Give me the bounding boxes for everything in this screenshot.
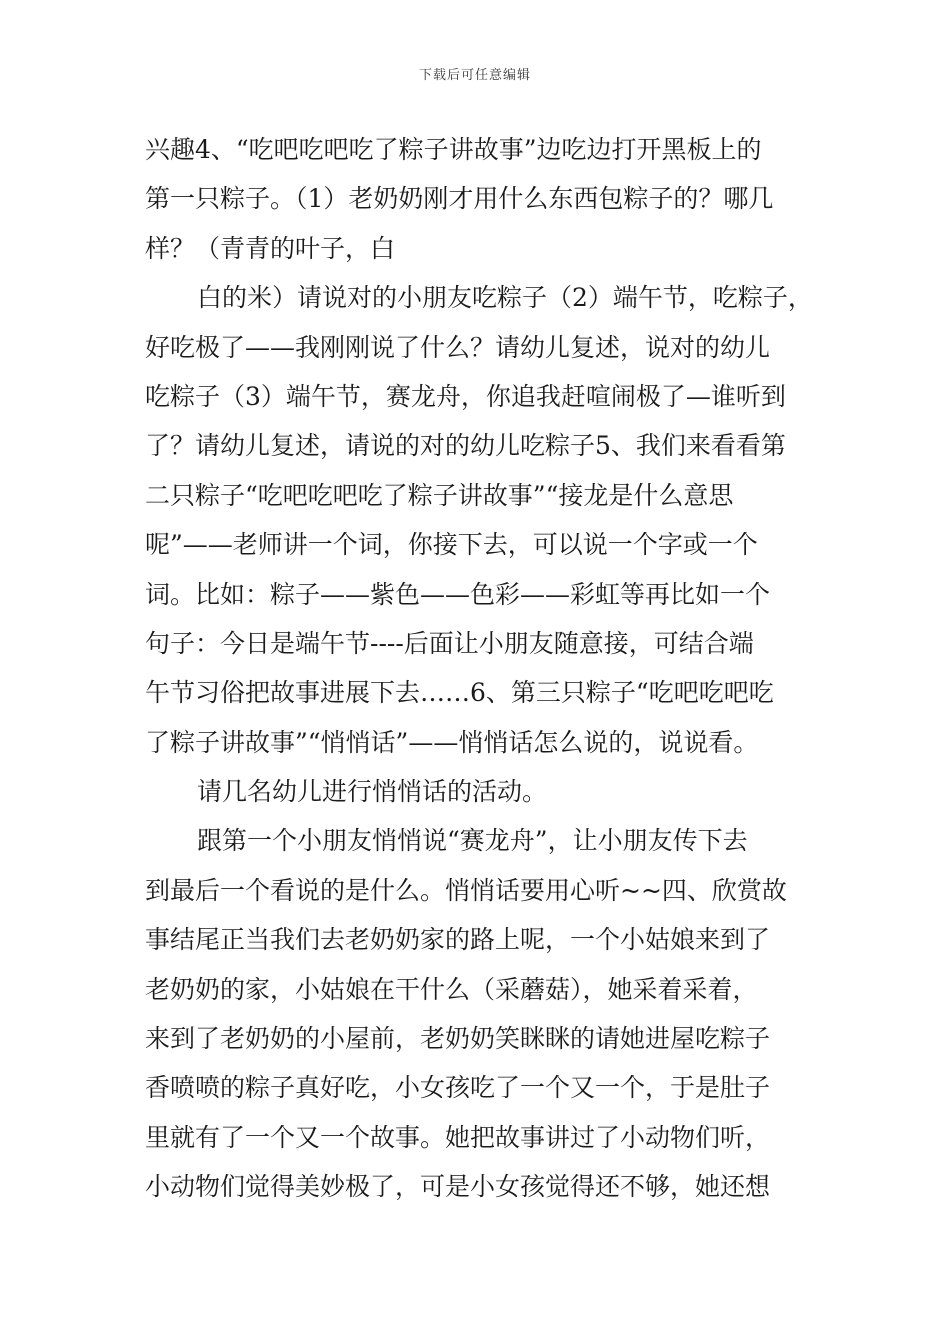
text-line: 老奶奶的家，小姑娘在干什么（采蘑菇），她采着采着， — [145, 974, 758, 1004]
text-line: 到最后一个看说的是什么。悄悄话要用心听~~四、欣赏故 — [145, 875, 787, 905]
text-line: 午节习俗把故事进展下去……6、第三只粽子“吃吧吃吧吃 — [145, 678, 774, 708]
text-line: 第一只粽子。（1）老奶奶刚才用什么东西包粽子的？哪几 — [145, 184, 774, 214]
text-line: 词。比如：粽子——紫色——色彩——彩虹等再比如一个 — [145, 579, 771, 609]
text-line: 香喷喷的粽子真好吃，小女孩吃了一个又一个，于是肚子 — [145, 1073, 771, 1103]
text-line: 呢”——老师讲一个词，你接下去，可以说一个字或一个 — [145, 530, 758, 560]
text-line: 跟第一个小朋友悄悄说“赛龙舟”，让小朋友传下去 — [197, 826, 748, 856]
text-line: 里就有了一个又一个故事。她把故事讲过了小动物们听， — [145, 1122, 771, 1152]
header-note: 下载后可任意编辑 — [418, 68, 531, 83]
text-line: 兴趣4、“吃吧吃吧吃了粽子讲故事”边吃边打开黑板上的 — [145, 135, 762, 164]
text-line: 好吃极了——我刚刚说了什么？请幼儿复述，说对的幼儿 — [145, 332, 771, 362]
text-line: 来到了老奶奶的小屋前，老奶奶笑眯眯的请她进屋吃粽子 — [145, 1024, 771, 1054]
text-line: 样？（青青的叶子，白 — [145, 233, 396, 263]
text-line: 了？请幼儿复述，请说的对的幼儿吃粽子5、我们来看看第 — [145, 431, 786, 461]
text-line: 吃粽子（3）端午节，赛龙舟，你追我赶喧闹极了—谁听到 — [145, 381, 786, 411]
text-line: 事结尾正当我们去老奶奶家的路上呢，一个小姑娘来到了 — [145, 925, 771, 955]
text-line: 二只粽子“吃吧吃吧吃了粽子讲故事”“接龙是什么意思 — [145, 480, 734, 510]
text-line: 白的米）请说对的小朋友吃粽子（2）端午节，吃粽子， — [197, 283, 813, 313]
text-line: 了粽子讲故事”“悄悄话”——悄悄话怎么说的，说说看。 — [145, 727, 759, 757]
text-line: 请几名幼儿进行悄悄话的活动。 — [197, 777, 548, 807]
body-text — [145, 125, 815, 1212]
text-line: 句子：今日是端午节----后面让小朋友随意接，可结合端 — [145, 628, 754, 658]
text-line: 小动物们觉得美妙极了，可是小女孩觉得还不够，她还想 — [145, 1172, 771, 1202]
